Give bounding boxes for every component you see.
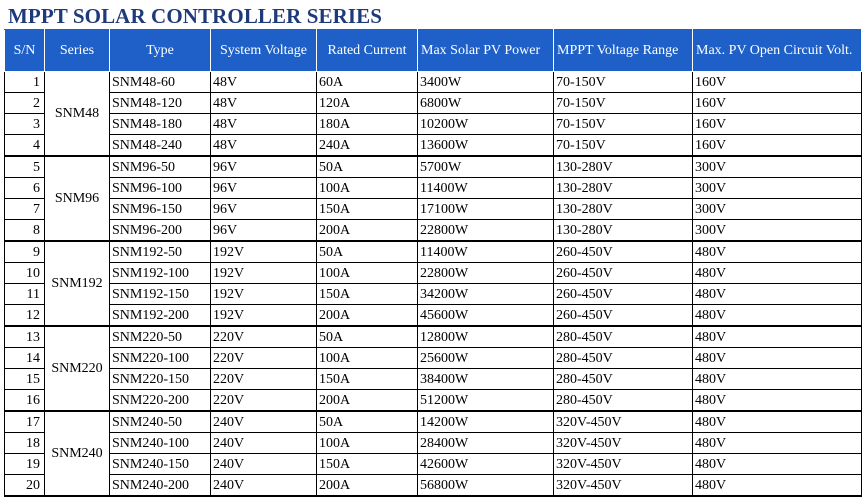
cell-rated-current: 50A xyxy=(317,411,418,433)
cell-mppt-voltage-range: 260-450V xyxy=(554,305,693,327)
cell-sn: 10 xyxy=(5,263,45,284)
cell-max-pv-open-circuit-volt: 160V xyxy=(693,93,862,114)
cell-type: SNM240-50 xyxy=(110,411,211,433)
cell-rated-current: 100A xyxy=(317,263,418,284)
cell-system-voltage: 96V xyxy=(211,199,317,220)
table-row xyxy=(5,263,862,284)
cell-system-voltage: 240V xyxy=(211,475,317,497)
table-row xyxy=(5,475,862,497)
cell-max-pv-open-circuit-volt: 480V xyxy=(693,284,862,305)
cell-type: SNM96-150 xyxy=(110,199,211,220)
table-header xyxy=(5,30,862,72)
cell-mppt-voltage-range: 280-450V xyxy=(554,348,693,369)
cell-rated-current: 150A xyxy=(317,454,418,475)
cell-mppt-voltage-range: 70-150V xyxy=(554,72,693,93)
cell-rated-current: 200A xyxy=(317,475,418,497)
cell-rated-current: 60A xyxy=(317,72,418,93)
cell-system-voltage: 220V xyxy=(211,390,317,412)
cell-rated-current: 200A xyxy=(317,390,418,412)
cell-max-pv-open-circuit-volt: 160V xyxy=(693,72,862,93)
cell-max-solar-pv-power: 22800W xyxy=(418,220,554,242)
cell-type: SNM220-200 xyxy=(110,390,211,412)
cell-sn: 18 xyxy=(5,433,45,454)
cell-system-voltage: 240V xyxy=(211,433,317,454)
cell-rated-current: 50A xyxy=(317,241,418,263)
cell-max-solar-pv-power: 17100W xyxy=(418,199,554,220)
cell-rated-current: 100A xyxy=(317,348,418,369)
cell-rated-current: 100A xyxy=(317,178,418,199)
cell-max-pv-open-circuit-volt: 480V xyxy=(693,411,862,433)
cell-system-voltage: 96V xyxy=(211,178,317,199)
cell-max-solar-pv-power: 51200W xyxy=(418,390,554,412)
cell-rated-current: 240A xyxy=(317,135,418,157)
cell-max-pv-open-circuit-volt: 480V xyxy=(693,390,862,412)
cell-max-solar-pv-power: 11400W xyxy=(418,178,554,199)
cell-type: SNM192-100 xyxy=(110,263,211,284)
cell-max-solar-pv-power: 45600W xyxy=(418,305,554,327)
cell-max-solar-pv-power: 56800W xyxy=(418,475,554,497)
cell-max-solar-pv-power: 6800W xyxy=(418,93,554,114)
cell-max-solar-pv-power: 38400W xyxy=(418,369,554,390)
table-row xyxy=(5,93,862,114)
cell-series: SNM192 xyxy=(45,241,110,326)
cell-max-pv-open-circuit-volt: 480V xyxy=(693,305,862,327)
cell-mppt-voltage-range: 320V-450V xyxy=(554,454,693,475)
cell-type: SNM192-200 xyxy=(110,305,211,327)
header-mppt-voltage-range: MPPT Voltage Range xyxy=(554,30,693,72)
table-row xyxy=(5,199,862,220)
cell-rated-current: 50A xyxy=(317,326,418,348)
cell-mppt-voltage-range: 320V-450V xyxy=(554,411,693,433)
cell-type: SNM192-150 xyxy=(110,284,211,305)
cell-sn: 5 xyxy=(5,156,45,178)
cell-rated-current: 200A xyxy=(317,305,418,327)
cell-mppt-voltage-range: 130-280V xyxy=(554,199,693,220)
header-max-pv-open-circuit-volt: Max. PV Open Circuit Volt. xyxy=(693,30,862,72)
cell-rated-current: 120A xyxy=(317,93,418,114)
table-row xyxy=(5,241,862,263)
cell-max-solar-pv-power: 11400W xyxy=(418,241,554,263)
table-row xyxy=(5,178,862,199)
table-body xyxy=(5,72,862,497)
cell-mppt-voltage-range: 70-150V xyxy=(554,135,693,157)
cell-type: SNM96-100 xyxy=(110,178,211,199)
cell-series: SNM240 xyxy=(45,411,110,496)
table-row xyxy=(5,454,862,475)
table-row xyxy=(5,135,862,157)
cell-rated-current: 180A xyxy=(317,114,418,135)
cell-system-voltage: 240V xyxy=(211,411,317,433)
cell-max-pv-open-circuit-volt: 480V xyxy=(693,263,862,284)
table-row xyxy=(5,220,862,242)
cell-sn: 11 xyxy=(5,284,45,305)
cell-mppt-voltage-range: 130-280V xyxy=(554,178,693,199)
cell-type: SNM220-50 xyxy=(110,326,211,348)
cell-type: SNM240-150 xyxy=(110,454,211,475)
cell-max-pv-open-circuit-volt: 300V xyxy=(693,220,862,242)
cell-sn: 12 xyxy=(5,305,45,327)
cell-type: SNM96-50 xyxy=(110,156,211,178)
cell-max-solar-pv-power: 42600W xyxy=(418,454,554,475)
table-row xyxy=(5,348,862,369)
cell-sn: 15 xyxy=(5,369,45,390)
cell-sn: 1 xyxy=(5,72,45,93)
cell-max-solar-pv-power: 5700W xyxy=(418,156,554,178)
cell-system-voltage: 48V xyxy=(211,72,317,93)
table-row xyxy=(5,72,862,93)
cell-max-pv-open-circuit-volt: 480V xyxy=(693,475,862,497)
cell-system-voltage: 220V xyxy=(211,369,317,390)
cell-max-solar-pv-power: 12800W xyxy=(418,326,554,348)
cell-rated-current: 200A xyxy=(317,220,418,242)
cell-rated-current: 100A xyxy=(317,433,418,454)
cell-type: SNM48-120 xyxy=(110,93,211,114)
cell-max-pv-open-circuit-volt: 160V xyxy=(693,135,862,157)
cell-type: SNM48-240 xyxy=(110,135,211,157)
cell-max-solar-pv-power: 25600W xyxy=(418,348,554,369)
cell-system-voltage: 220V xyxy=(211,348,317,369)
header-sn: S/N xyxy=(5,30,45,72)
cell-type: SNM220-150 xyxy=(110,369,211,390)
cell-max-pv-open-circuit-volt: 300V xyxy=(693,199,862,220)
cell-system-voltage: 192V xyxy=(211,305,317,327)
page-title: MPPT SOLAR CONTROLLER SERIES xyxy=(8,4,383,28)
cell-sn: 16 xyxy=(5,390,45,412)
cell-max-solar-pv-power: 34200W xyxy=(418,284,554,305)
cell-max-solar-pv-power: 3400W xyxy=(418,72,554,93)
cell-max-solar-pv-power: 13600W xyxy=(418,135,554,157)
cell-mppt-voltage-range: 130-280V xyxy=(554,220,693,242)
cell-mppt-voltage-range: 280-450V xyxy=(554,326,693,348)
cell-system-voltage: 96V xyxy=(211,156,317,178)
cell-max-solar-pv-power: 10200W xyxy=(418,114,554,135)
cell-max-pv-open-circuit-volt: 480V xyxy=(693,241,862,263)
table-row xyxy=(5,156,862,178)
cell-system-voltage: 48V xyxy=(211,114,317,135)
cell-type: SNM192-50 xyxy=(110,241,211,263)
cell-system-voltage: 192V xyxy=(211,241,317,263)
table-row xyxy=(5,326,862,348)
cell-sn: 9 xyxy=(5,241,45,263)
table-row xyxy=(5,390,862,412)
cell-max-pv-open-circuit-volt: 480V xyxy=(693,326,862,348)
header-max-solar-pv-power: Max Solar PV Power xyxy=(418,30,554,72)
cell-mppt-voltage-range: 260-450V xyxy=(554,284,693,305)
cell-mppt-voltage-range: 260-450V xyxy=(554,241,693,263)
cell-mppt-voltage-range: 130-280V xyxy=(554,156,693,178)
cell-max-pv-open-circuit-volt: 160V xyxy=(693,114,862,135)
cell-rated-current: 150A xyxy=(317,284,418,305)
cell-type: SNM48-180 xyxy=(110,114,211,135)
cell-system-voltage: 192V xyxy=(211,263,317,284)
cell-max-solar-pv-power: 22800W xyxy=(418,263,554,284)
cell-rated-current: 50A xyxy=(317,156,418,178)
cell-max-pv-open-circuit-volt: 480V xyxy=(693,348,862,369)
cell-max-pv-open-circuit-volt: 300V xyxy=(693,156,862,178)
cell-mppt-voltage-range: 280-450V xyxy=(554,390,693,412)
cell-mppt-voltage-range: 70-150V xyxy=(554,114,693,135)
cell-type: SNM240-100 xyxy=(110,433,211,454)
cell-series: SNM96 xyxy=(45,156,110,241)
cell-sn: 20 xyxy=(5,475,45,497)
cell-mppt-voltage-range: 320V-450V xyxy=(554,475,693,497)
header-row xyxy=(5,30,862,72)
header-rated-current: Rated Current xyxy=(317,30,418,72)
cell-mppt-voltage-range: 260-450V xyxy=(554,263,693,284)
cell-sn: 3 xyxy=(5,114,45,135)
cell-sn: 8 xyxy=(5,220,45,242)
cell-sn: 17 xyxy=(5,411,45,433)
cell-system-voltage: 96V xyxy=(211,220,317,242)
header-system-voltage: System Voltage xyxy=(211,30,317,72)
cell-type: SNM48-60 xyxy=(110,72,211,93)
cell-sn: 7 xyxy=(5,199,45,220)
cell-system-voltage: 220V xyxy=(211,326,317,348)
cell-type: SNM96-200 xyxy=(110,220,211,242)
cell-series: SNM48 xyxy=(45,72,110,157)
cell-max-solar-pv-power: 28400W xyxy=(418,433,554,454)
cell-max-solar-pv-power: 14200W xyxy=(418,411,554,433)
cell-sn: 2 xyxy=(5,93,45,114)
table-row xyxy=(5,433,862,454)
cell-rated-current: 150A xyxy=(317,199,418,220)
table-row xyxy=(5,284,862,305)
cell-sn: 4 xyxy=(5,135,45,157)
cell-mppt-voltage-range: 70-150V xyxy=(554,93,693,114)
header-type: Type xyxy=(110,30,211,72)
cell-mppt-voltage-range: 320V-450V xyxy=(554,433,693,454)
spec-table xyxy=(4,29,862,497)
cell-rated-current: 150A xyxy=(317,369,418,390)
cell-sn: 14 xyxy=(5,348,45,369)
cell-sn: 13 xyxy=(5,326,45,348)
table-row xyxy=(5,411,862,433)
cell-mppt-voltage-range: 280-450V xyxy=(554,369,693,390)
cell-series: SNM220 xyxy=(45,326,110,411)
table-row xyxy=(5,305,862,327)
cell-max-pv-open-circuit-volt: 480V xyxy=(693,454,862,475)
cell-type: SNM220-100 xyxy=(110,348,211,369)
cell-system-voltage: 240V xyxy=(211,454,317,475)
cell-max-pv-open-circuit-volt: 300V xyxy=(693,178,862,199)
table-row xyxy=(5,114,862,135)
cell-max-pv-open-circuit-volt: 480V xyxy=(693,369,862,390)
cell-system-voltage: 48V xyxy=(211,135,317,157)
header-series: Series xyxy=(45,30,110,72)
cell-sn: 19 xyxy=(5,454,45,475)
cell-max-pv-open-circuit-volt: 480V xyxy=(693,433,862,454)
cell-system-voltage: 192V xyxy=(211,284,317,305)
cell-sn: 6 xyxy=(5,178,45,199)
table-row xyxy=(5,369,862,390)
cell-type: SNM240-200 xyxy=(110,475,211,497)
cell-system-voltage: 48V xyxy=(211,93,317,114)
